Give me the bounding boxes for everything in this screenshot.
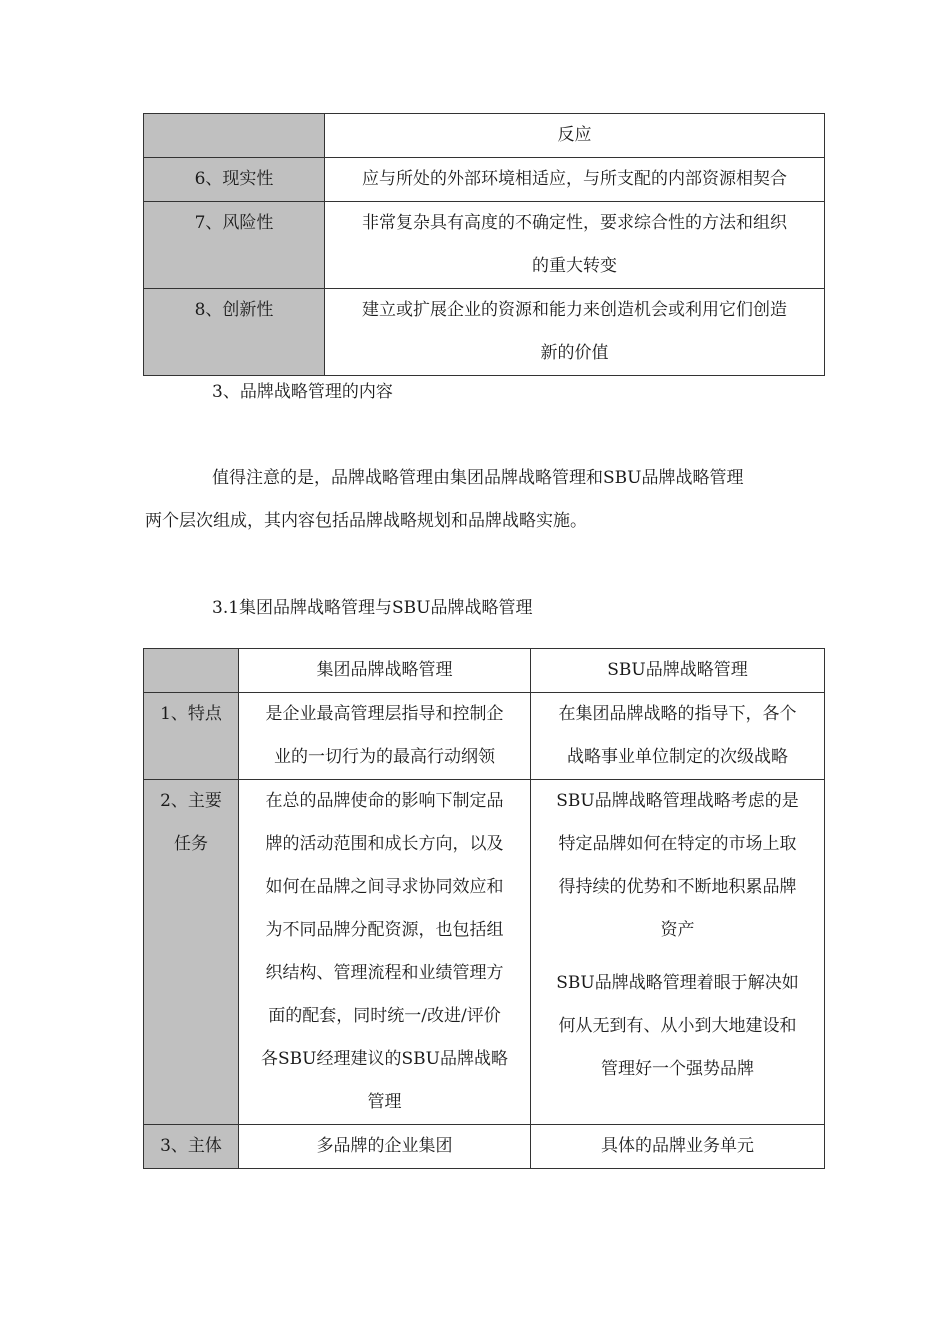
- comparison-table: [143, 648, 825, 1169]
- table-row: [144, 114, 825, 158]
- sbu-cell: 具体的品牌业务单元: [531, 1125, 825, 1169]
- row-label: 3、主体: [144, 1125, 239, 1169]
- subsection-heading: 3.1集团品牌战略管理与SBU品牌战略管理: [212, 598, 533, 618]
- table-row: [144, 158, 825, 202]
- row-description: 非常复杂具有高度的不确定性，要求综合性的方法和组织 的重大转变: [325, 202, 825, 289]
- row-label: [144, 114, 325, 158]
- sbu-cell: 在集团品牌战略的指导下，各个 战略事业单位制定的次级战略: [531, 693, 825, 780]
- row-label: 6、现实性: [144, 158, 325, 202]
- column-header: 集团品牌战略管理: [239, 649, 531, 693]
- table-row: [144, 1125, 825, 1169]
- table-row: [144, 202, 825, 289]
- body-paragraph: 值得注意的是，品牌战略管理由集团品牌战略管理和SBU品牌战略管理 两个层次组成，其内容包括品牌战略规划和品牌战略实施。: [145, 468, 744, 531]
- table-row: [144, 780, 825, 1125]
- row-description: 应与所处的外部环境相适应，与所支配的内部资源相契合: [325, 158, 825, 202]
- row-description: 建立或扩展企业的资源和能力来创造机会或利用它们创造 新的价值: [325, 289, 825, 376]
- column-header: SBU品牌战略管理: [531, 649, 825, 693]
- table-row: [144, 289, 825, 376]
- table-row: [144, 693, 825, 780]
- group-cell: 在总的品牌使命的影响下制定品 牌的活动范围和成长方向，以及 如何在品牌之间寻求协同效应和 为不同品牌分配资源，也包括组 织结构、管理流程和业绩管理方 面的配套，同时统一/改进/评价 各SBU经理建议的SBU品牌战略 管理: [239, 780, 531, 1125]
- characteristics-table: [143, 113, 825, 376]
- header-corner: [144, 649, 239, 693]
- table-header-row: [144, 649, 825, 693]
- group-cell: 多品牌的企业集团: [239, 1125, 531, 1169]
- sbu-cell: SBU品牌战略管理战略考虑的是 特定品牌如何在特定的市场上取 得持续的优势和不断地积累品牌 资产 SBU品牌战略管理着眼于解决如 何从无到有、从小到大地建设和 管理好一个强势品牌: [531, 780, 825, 1125]
- section-heading: 3、品牌战略管理的内容: [212, 382, 393, 402]
- group-cell: 是企业最高管理层指导和控制企 业的一切行为的最高行动纲领: [239, 693, 531, 780]
- row-label: 2、主要 任务: [144, 780, 239, 1125]
- row-label: 8、创新性: [144, 289, 325, 376]
- row-label: 7、风险性: [144, 202, 325, 289]
- row-label: 1、特点: [144, 693, 239, 780]
- row-description: 反应: [325, 114, 825, 158]
